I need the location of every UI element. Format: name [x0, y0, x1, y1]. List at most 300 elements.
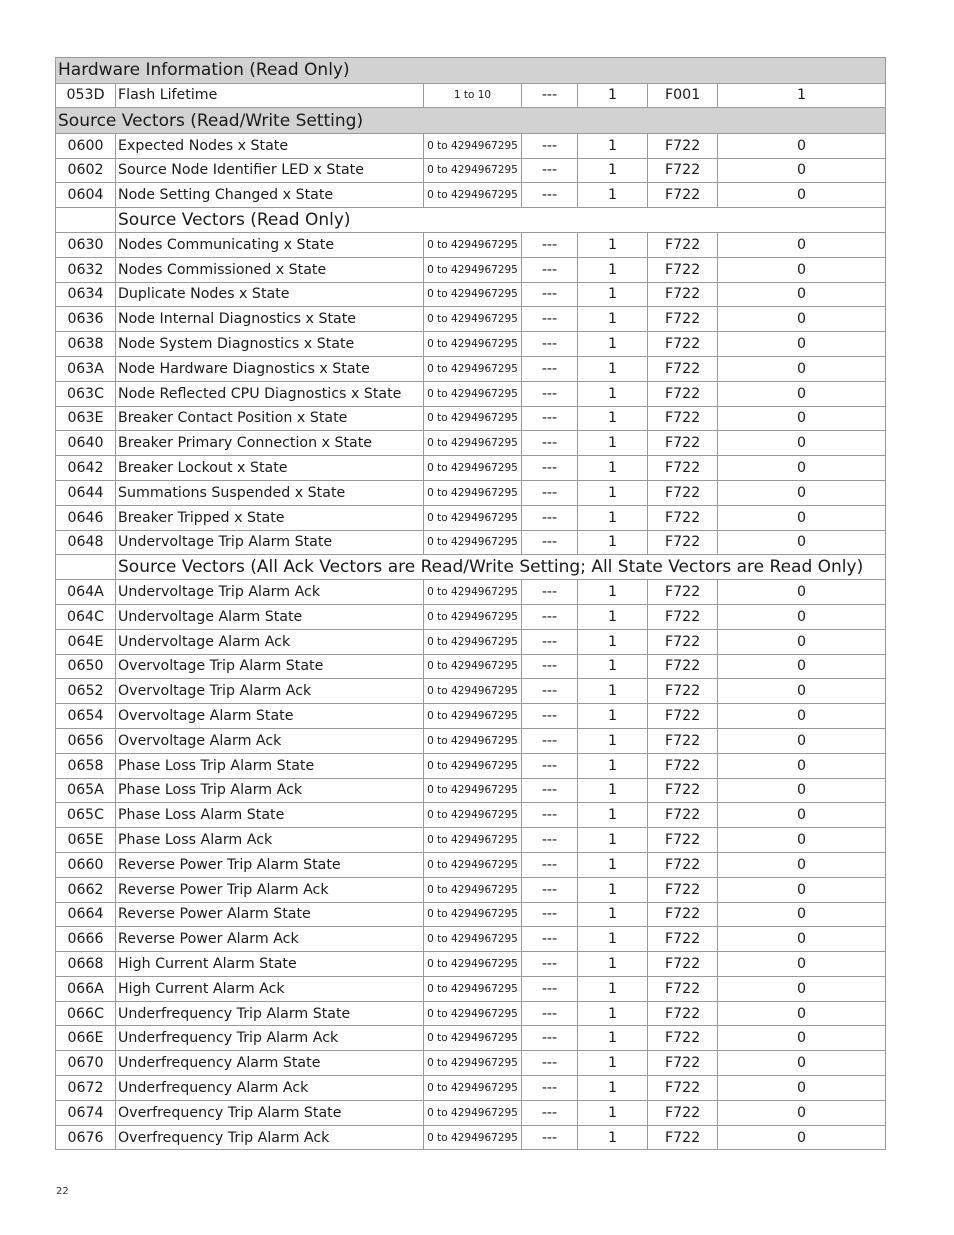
- cell-step: 1: [578, 1051, 648, 1076]
- table-row: [56, 307, 886, 332]
- cell-address: 066A: [56, 976, 116, 1001]
- cell-step: 1: [578, 480, 648, 505]
- cell-units: ---: [522, 654, 578, 679]
- cell-address: 064E: [56, 629, 116, 654]
- cell-description: Underfrequency Alarm Ack: [116, 1076, 424, 1101]
- cell-units: ---: [522, 704, 578, 729]
- cell-step: 1: [578, 927, 648, 952]
- cell-address: 0638: [56, 332, 116, 357]
- table-row: [56, 1100, 886, 1125]
- cell-units: ---: [522, 530, 578, 555]
- cell-format: F722: [648, 580, 718, 605]
- cell-format: F722: [648, 629, 718, 654]
- cell-range: 0 to 4294967295: [424, 580, 522, 605]
- cell-step: 1: [578, 282, 648, 307]
- cell-address: 0634: [56, 282, 116, 307]
- cell-step: 1: [578, 183, 648, 208]
- cell-range: 0 to 4294967295: [424, 282, 522, 307]
- cell-format: F722: [648, 852, 718, 877]
- cell-units: ---: [522, 1100, 578, 1125]
- table-row: [56, 356, 886, 381]
- cell-address: 063C: [56, 381, 116, 406]
- cell-range: 0 to 4294967295: [424, 1051, 522, 1076]
- cell-units: ---: [522, 1051, 578, 1076]
- register-table: [55, 57, 886, 1150]
- cell-units: ---: [522, 406, 578, 431]
- cell-default: 0: [718, 828, 886, 853]
- cell-default: 0: [718, 778, 886, 803]
- cell-step: 1: [578, 778, 648, 803]
- cell-description: Flash Lifetime: [116, 83, 424, 108]
- cell-format: F722: [648, 927, 718, 952]
- cell-default: 0: [718, 753, 886, 778]
- cell-range: 0 to 4294967295: [424, 828, 522, 853]
- cell-default: 0: [718, 1076, 886, 1101]
- section-header: [56, 58, 886, 84]
- cell-units: ---: [522, 828, 578, 853]
- cell-description: Undervoltage Alarm Ack: [116, 629, 424, 654]
- cell-format: F722: [648, 356, 718, 381]
- cell-address: 065C: [56, 803, 116, 828]
- cell-range: 0 to 4294967295: [424, 1026, 522, 1051]
- cell-units: ---: [522, 505, 578, 530]
- cell-description: Reverse Power Alarm State: [116, 902, 424, 927]
- table-row: [56, 803, 886, 828]
- cell-address: 0636: [56, 307, 116, 332]
- cell-default: 0: [718, 183, 886, 208]
- cell-units: ---: [522, 356, 578, 381]
- cell-address: 0660: [56, 852, 116, 877]
- table-row: [56, 704, 886, 729]
- table-row: [56, 1026, 886, 1051]
- cell-description: Undervoltage Alarm State: [116, 604, 424, 629]
- cell-default: 0: [718, 952, 886, 977]
- cell-range: 0 to 4294967295: [424, 431, 522, 456]
- cell-format: F722: [648, 654, 718, 679]
- cell-step: 1: [578, 952, 648, 977]
- table-row: [56, 456, 886, 481]
- cell-format: F722: [648, 828, 718, 853]
- cell-format: F722: [648, 952, 718, 977]
- cell-format: F722: [648, 902, 718, 927]
- cell-range: 0 to 4294967295: [424, 629, 522, 654]
- table-row: [56, 1076, 886, 1101]
- subsection-title: Source Vectors (Read Only): [116, 208, 886, 233]
- table-row: [56, 952, 886, 977]
- cell-units: ---: [522, 133, 578, 158]
- register-table-body: [56, 58, 886, 1150]
- cell-range: 0 to 4294967295: [424, 1076, 522, 1101]
- cell-default: 0: [718, 1001, 886, 1026]
- table-row: [56, 753, 886, 778]
- table-row: [56, 654, 886, 679]
- cell-format: F722: [648, 332, 718, 357]
- cell-units: ---: [522, 952, 578, 977]
- cell-address: 0642: [56, 456, 116, 481]
- cell-address: 0648: [56, 530, 116, 555]
- cell-address: 0662: [56, 877, 116, 902]
- table-row: [56, 158, 886, 183]
- cell-range: 0 to 4294967295: [424, 976, 522, 1001]
- cell-default: 0: [718, 654, 886, 679]
- cell-step: 1: [578, 604, 648, 629]
- cell-address: 053D: [56, 83, 116, 108]
- table-row: [56, 257, 886, 282]
- cell-description: Overvoltage Trip Alarm State: [116, 654, 424, 679]
- cell-range: 0 to 4294967295: [424, 530, 522, 555]
- cell-units: ---: [522, 778, 578, 803]
- cell-step: 1: [578, 1125, 648, 1150]
- cell-default: 0: [718, 456, 886, 481]
- table-row: [56, 406, 886, 431]
- cell-description: Phase Loss Trip Alarm State: [116, 753, 424, 778]
- cell-step: 1: [578, 505, 648, 530]
- cell-units: ---: [522, 1001, 578, 1026]
- cell-default: 0: [718, 704, 886, 729]
- cell-units: ---: [522, 1076, 578, 1101]
- cell-default: 0: [718, 480, 886, 505]
- cell-range: 0 to 4294967295: [424, 332, 522, 357]
- cell-range: 1 to 10: [424, 83, 522, 108]
- cell-format: F722: [648, 778, 718, 803]
- table-row: [56, 505, 886, 530]
- cell-address: 0668: [56, 952, 116, 977]
- cell-description: Node Setting Changed x State: [116, 183, 424, 208]
- cell-units: ---: [522, 803, 578, 828]
- cell-units: ---: [522, 183, 578, 208]
- cell-format: F722: [648, 1001, 718, 1026]
- section-title: Hardware Information (Read Only): [56, 58, 886, 84]
- cell-description: Overfrequency Trip Alarm Ack: [116, 1125, 424, 1150]
- cell-range: 0 to 4294967295: [424, 877, 522, 902]
- cell-format: F722: [648, 480, 718, 505]
- cell-units: ---: [522, 852, 578, 877]
- section-header: [56, 108, 886, 134]
- cell-default: 0: [718, 381, 886, 406]
- cell-range: 0 to 4294967295: [424, 654, 522, 679]
- cell-step: 1: [578, 654, 648, 679]
- cell-format: F722: [648, 158, 718, 183]
- table-row: [56, 1001, 886, 1026]
- cell-default: 0: [718, 1125, 886, 1150]
- cell-default: 0: [718, 1026, 886, 1051]
- cell-description: Underfrequency Trip Alarm Ack: [116, 1026, 424, 1051]
- cell-format: F722: [648, 1026, 718, 1051]
- cell-default: 0: [718, 927, 886, 952]
- subsection-spacer: [56, 208, 116, 233]
- cell-address: 066C: [56, 1001, 116, 1026]
- table-row: [56, 852, 886, 877]
- cell-units: ---: [522, 381, 578, 406]
- cell-default: 0: [718, 902, 886, 927]
- cell-address: 0630: [56, 232, 116, 257]
- table-row: [56, 133, 886, 158]
- cell-description: Overvoltage Alarm Ack: [116, 728, 424, 753]
- cell-format: F722: [648, 282, 718, 307]
- cell-format: F722: [648, 1125, 718, 1150]
- cell-units: ---: [522, 728, 578, 753]
- section-title: Source Vectors (Read/Write Setting): [56, 108, 886, 134]
- cell-default: 1: [718, 83, 886, 108]
- cell-format: F722: [648, 307, 718, 332]
- cell-default: 0: [718, 679, 886, 704]
- cell-units: ---: [522, 976, 578, 1001]
- cell-format: F722: [648, 505, 718, 530]
- cell-default: 0: [718, 580, 886, 605]
- cell-step: 1: [578, 1026, 648, 1051]
- cell-units: ---: [522, 257, 578, 282]
- cell-range: 0 to 4294967295: [424, 232, 522, 257]
- cell-default: 0: [718, 133, 886, 158]
- table-row: [56, 183, 886, 208]
- cell-format: F722: [648, 976, 718, 1001]
- cell-description: Phase Loss Alarm Ack: [116, 828, 424, 853]
- cell-address: 0664: [56, 902, 116, 927]
- cell-default: 0: [718, 282, 886, 307]
- cell-default: 0: [718, 356, 886, 381]
- cell-units: ---: [522, 232, 578, 257]
- cell-step: 1: [578, 902, 648, 927]
- cell-default: 0: [718, 232, 886, 257]
- cell-description: Overfrequency Trip Alarm State: [116, 1100, 424, 1125]
- cell-format: F722: [648, 803, 718, 828]
- cell-range: 0 to 4294967295: [424, 406, 522, 431]
- cell-description: Underfrequency Trip Alarm State: [116, 1001, 424, 1026]
- cell-format: F722: [648, 679, 718, 704]
- cell-step: 1: [578, 728, 648, 753]
- cell-range: 0 to 4294967295: [424, 381, 522, 406]
- cell-format: F722: [648, 753, 718, 778]
- cell-units: ---: [522, 83, 578, 108]
- cell-description: Undervoltage Trip Alarm State: [116, 530, 424, 555]
- cell-address: 0640: [56, 431, 116, 456]
- cell-units: ---: [522, 604, 578, 629]
- cell-format: F722: [648, 456, 718, 481]
- table-row: [56, 332, 886, 357]
- cell-step: 1: [578, 83, 648, 108]
- cell-range: 0 to 4294967295: [424, 604, 522, 629]
- cell-description: Breaker Lockout x State: [116, 456, 424, 481]
- cell-units: ---: [522, 480, 578, 505]
- cell-step: 1: [578, 431, 648, 456]
- cell-step: 1: [578, 877, 648, 902]
- cell-format: F722: [648, 183, 718, 208]
- table-row: [56, 728, 886, 753]
- cell-range: 0 to 4294967295: [424, 952, 522, 977]
- cell-description: Summations Suspended x State: [116, 480, 424, 505]
- table-row: [56, 232, 886, 257]
- table-row: [56, 480, 886, 505]
- cell-address: 063E: [56, 406, 116, 431]
- cell-format: F722: [648, 232, 718, 257]
- cell-range: 0 to 4294967295: [424, 1100, 522, 1125]
- cell-description: Reverse Power Trip Alarm State: [116, 852, 424, 877]
- table-row: [56, 530, 886, 555]
- cell-description: Node Hardware Diagnostics x State: [116, 356, 424, 381]
- cell-step: 1: [578, 1076, 648, 1101]
- cell-default: 0: [718, 629, 886, 654]
- cell-description: Reverse Power Alarm Ack: [116, 927, 424, 952]
- cell-step: 1: [578, 580, 648, 605]
- cell-default: 0: [718, 604, 886, 629]
- subsection-header: [56, 208, 886, 233]
- table-row: [56, 778, 886, 803]
- cell-default: 0: [718, 1100, 886, 1125]
- cell-description: Nodes Commissioned x State: [116, 257, 424, 282]
- cell-description: Underfrequency Alarm State: [116, 1051, 424, 1076]
- table-row: [56, 828, 886, 853]
- cell-address: 0600: [56, 133, 116, 158]
- cell-description: Phase Loss Trip Alarm Ack: [116, 778, 424, 803]
- cell-description: High Current Alarm Ack: [116, 976, 424, 1001]
- cell-format: F722: [648, 704, 718, 729]
- cell-units: ---: [522, 456, 578, 481]
- cell-address: 0602: [56, 158, 116, 183]
- cell-units: ---: [522, 629, 578, 654]
- cell-range: 0 to 4294967295: [424, 902, 522, 927]
- cell-description: High Current Alarm State: [116, 952, 424, 977]
- cell-step: 1: [578, 406, 648, 431]
- cell-description: Overvoltage Alarm State: [116, 704, 424, 729]
- table-row: [56, 83, 886, 108]
- cell-range: 0 to 4294967295: [424, 679, 522, 704]
- cell-format: F722: [648, 431, 718, 456]
- cell-format: F722: [648, 728, 718, 753]
- cell-description: Undervoltage Trip Alarm Ack: [116, 580, 424, 605]
- cell-units: ---: [522, 1026, 578, 1051]
- cell-address: 0674: [56, 1100, 116, 1125]
- cell-address: 065E: [56, 828, 116, 853]
- cell-default: 0: [718, 158, 886, 183]
- cell-address: 063A: [56, 356, 116, 381]
- cell-default: 0: [718, 505, 886, 530]
- cell-range: 0 to 4294967295: [424, 183, 522, 208]
- cell-range: 0 to 4294967295: [424, 480, 522, 505]
- cell-range: 0 to 4294967295: [424, 728, 522, 753]
- cell-address: 0652: [56, 679, 116, 704]
- cell-step: 1: [578, 976, 648, 1001]
- cell-range: 0 to 4294967295: [424, 1001, 522, 1026]
- page-number: 22: [56, 1186, 69, 1197]
- cell-address: 0658: [56, 753, 116, 778]
- cell-step: 1: [578, 456, 648, 481]
- cell-format: F722: [648, 530, 718, 555]
- cell-step: 1: [578, 356, 648, 381]
- cell-step: 1: [578, 828, 648, 853]
- cell-address: 066E: [56, 1026, 116, 1051]
- cell-step: 1: [578, 803, 648, 828]
- cell-address: 0646: [56, 505, 116, 530]
- cell-format: F722: [648, 877, 718, 902]
- cell-format: F722: [648, 406, 718, 431]
- cell-default: 0: [718, 803, 886, 828]
- table-row: [56, 976, 886, 1001]
- cell-default: 0: [718, 852, 886, 877]
- cell-step: 1: [578, 332, 648, 357]
- table-row: [56, 902, 886, 927]
- cell-units: ---: [522, 158, 578, 183]
- cell-format: F722: [648, 604, 718, 629]
- cell-step: 1: [578, 530, 648, 555]
- cell-units: ---: [522, 431, 578, 456]
- cell-format: F001: [648, 83, 718, 108]
- table-row: [56, 604, 886, 629]
- cell-description: Reverse Power Trip Alarm Ack: [116, 877, 424, 902]
- cell-range: 0 to 4294967295: [424, 307, 522, 332]
- cell-units: ---: [522, 679, 578, 704]
- table-row: [56, 629, 886, 654]
- table-row: [56, 1125, 886, 1150]
- cell-description: Breaker Contact Position x State: [116, 406, 424, 431]
- cell-description: Node Internal Diagnostics x State: [116, 307, 424, 332]
- table-row: [56, 580, 886, 605]
- cell-address: 0670: [56, 1051, 116, 1076]
- cell-default: 0: [718, 1051, 886, 1076]
- cell-units: ---: [522, 902, 578, 927]
- cell-description: Overvoltage Trip Alarm Ack: [116, 679, 424, 704]
- table-row: [56, 431, 886, 456]
- cell-units: ---: [522, 332, 578, 357]
- subsection-title: Source Vectors (All Ack Vectors are Read/Write Setting; All State Vectors are Read Only): [116, 555, 886, 580]
- cell-step: 1: [578, 753, 648, 778]
- cell-address: 0654: [56, 704, 116, 729]
- cell-default: 0: [718, 431, 886, 456]
- cell-range: 0 to 4294967295: [424, 803, 522, 828]
- cell-range: 0 to 4294967295: [424, 852, 522, 877]
- cell-units: ---: [522, 1125, 578, 1150]
- cell-address: 0632: [56, 257, 116, 282]
- cell-description: Duplicate Nodes x State: [116, 282, 424, 307]
- cell-step: 1: [578, 1001, 648, 1026]
- cell-description: Node System Diagnostics x State: [116, 332, 424, 357]
- cell-format: F722: [648, 381, 718, 406]
- cell-address: 0650: [56, 654, 116, 679]
- cell-units: ---: [522, 927, 578, 952]
- cell-default: 0: [718, 307, 886, 332]
- cell-description: Phase Loss Alarm State: [116, 803, 424, 828]
- table-row: [56, 877, 886, 902]
- cell-range: 0 to 4294967295: [424, 158, 522, 183]
- cell-format: F722: [648, 1076, 718, 1101]
- table-row: [56, 927, 886, 952]
- cell-address: 0604: [56, 183, 116, 208]
- cell-description: Source Node Identifier LED x State: [116, 158, 424, 183]
- cell-description: Nodes Communicating x State: [116, 232, 424, 257]
- cell-default: 0: [718, 877, 886, 902]
- cell-address: 064C: [56, 604, 116, 629]
- cell-range: 0 to 4294967295: [424, 1125, 522, 1150]
- cell-default: 0: [718, 406, 886, 431]
- cell-step: 1: [578, 852, 648, 877]
- cell-format: F722: [648, 133, 718, 158]
- cell-range: 0 to 4294967295: [424, 257, 522, 282]
- cell-step: 1: [578, 232, 648, 257]
- cell-format: F722: [648, 1051, 718, 1076]
- cell-default: 0: [718, 530, 886, 555]
- cell-address: 0672: [56, 1076, 116, 1101]
- cell-default: 0: [718, 976, 886, 1001]
- cell-step: 1: [578, 679, 648, 704]
- cell-units: ---: [522, 282, 578, 307]
- table-row: [56, 1051, 886, 1076]
- cell-description: Breaker Primary Connection x State: [116, 431, 424, 456]
- cell-step: 1: [578, 704, 648, 729]
- table-row: [56, 282, 886, 307]
- cell-address: 065A: [56, 778, 116, 803]
- cell-step: 1: [578, 133, 648, 158]
- cell-step: 1: [578, 158, 648, 183]
- cell-units: ---: [522, 753, 578, 778]
